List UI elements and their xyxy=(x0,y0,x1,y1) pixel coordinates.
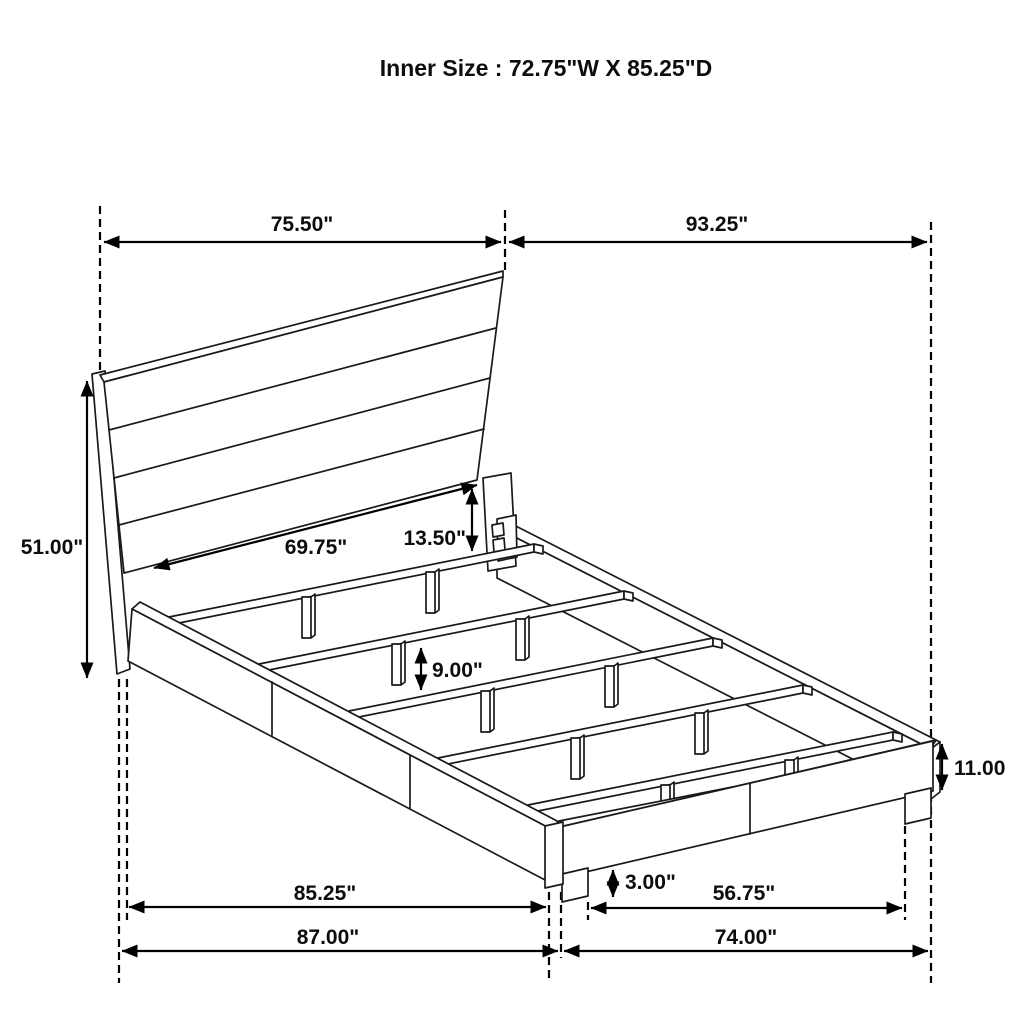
label-outer-depth: 87.00" xyxy=(296,926,360,949)
near-rail-top-face xyxy=(132,602,559,829)
bracket-hook-top xyxy=(492,523,504,537)
near-side-rail xyxy=(128,602,559,881)
foot-far xyxy=(905,788,931,824)
label-foot-height: 3.00" xyxy=(625,871,676,894)
label-slat-leg-height: 9.00" xyxy=(432,659,483,682)
foot-near xyxy=(562,868,588,902)
slat-2-end-cap xyxy=(624,591,633,601)
label-inner-depth: 85.25" xyxy=(293,882,357,905)
corner-post xyxy=(545,822,563,888)
label-headboard-inner-width: 69.75" xyxy=(284,536,348,559)
slat-2-leg-a xyxy=(392,641,405,685)
slat-4-leg-b xyxy=(695,710,708,754)
label-headboard-height: 51.00" xyxy=(20,536,84,559)
label-headboard-width: 75.50" xyxy=(270,213,334,236)
slat-3-end-cap xyxy=(713,638,722,648)
label-headboard-to-slat: 13.50" xyxy=(403,527,466,550)
slat-1-end-cap xyxy=(534,544,543,554)
slat-5-end-cap xyxy=(893,732,902,742)
slat-1 xyxy=(169,544,534,625)
label-frame-length: 93.25" xyxy=(685,213,749,236)
label-rail-height: 11.00 xyxy=(954,757,1006,780)
diagram-title: Inner Size : 72.75"W X 85.25"D xyxy=(379,55,713,81)
label-foot-clear-span: 56.75" xyxy=(712,882,776,905)
slat-4-leg-a xyxy=(571,735,584,779)
right-rail-top-face xyxy=(497,521,940,749)
extension-lines xyxy=(100,206,931,983)
slat-3-leg-a xyxy=(481,688,494,732)
label-foot-outer-width: 74.00" xyxy=(714,926,778,949)
slat-3-leg-b xyxy=(605,663,618,707)
slat-1-leg-b xyxy=(426,569,439,613)
slat-1-leg-a xyxy=(302,594,315,638)
slat-4-end-cap xyxy=(803,685,812,695)
slat-2-leg-b xyxy=(516,616,529,660)
